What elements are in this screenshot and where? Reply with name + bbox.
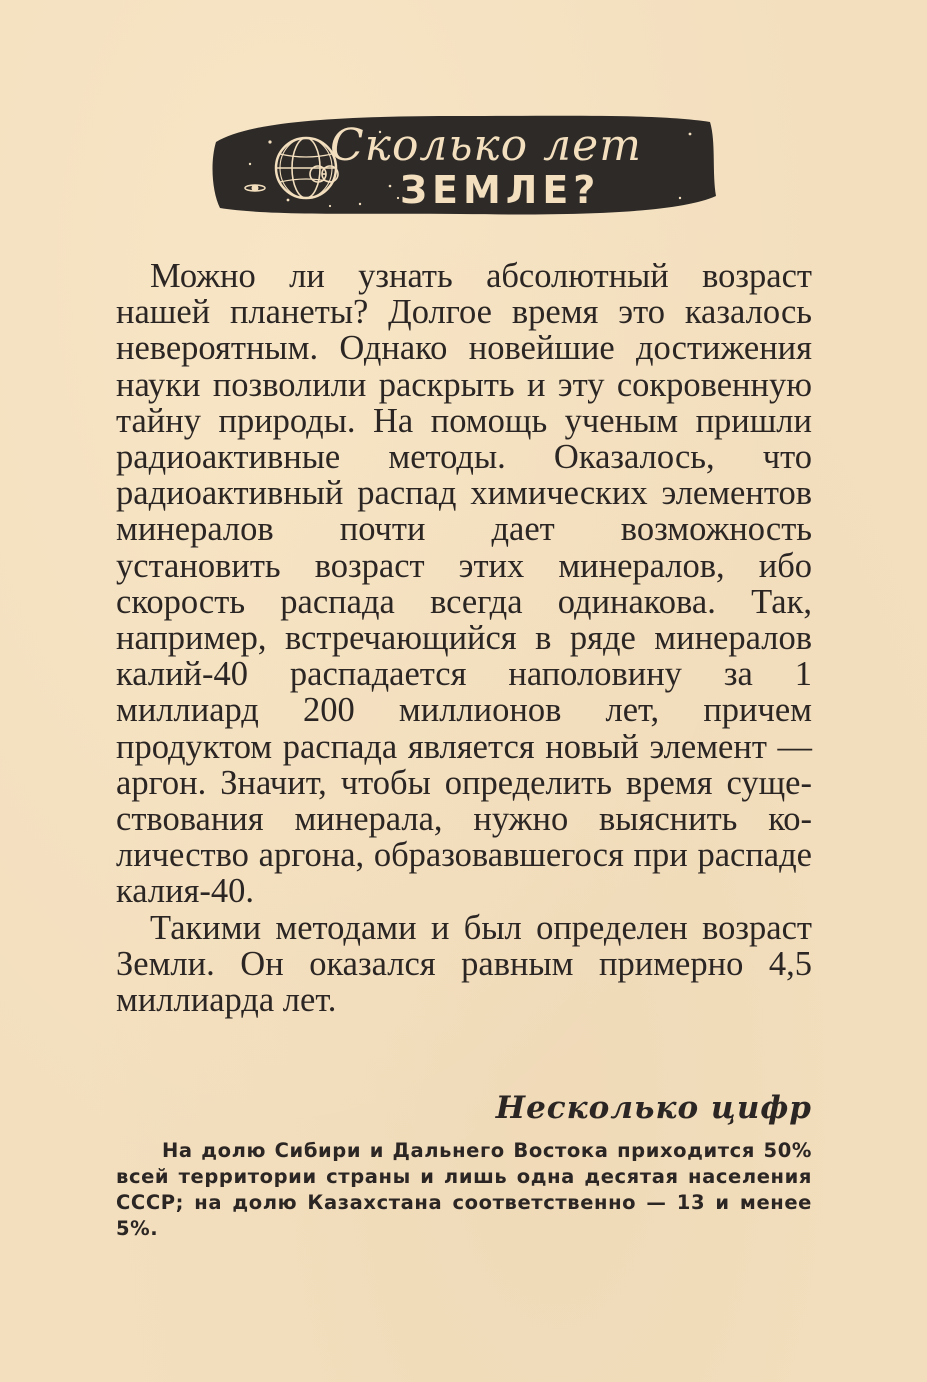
facts-heading: Несколько цифр (495, 1090, 812, 1126)
title-banner (210, 112, 718, 218)
title-line-1: Сколько лет (330, 120, 642, 171)
article-paragraph-1: Можно ли узнать абсолютный возраст нашей планеты? Долгое время это казалось невероятным. Однако новейшие достижения науки позволили раскрыть и эту сокровенную тайну природы. На помощь ученым пришли радиоактивные методы. Оказалось, что радиоактивный распад химических элементов минералов почти дает возможность установить возраст этих минералов, ибо скорость распада всегда одинакова. Так, например, встречающийся в ряде минералов калий-40 распадается наполовину за 1 миллиард 200 миллионов лет, причем продуктом распада является новый элемент — аргон. Значит, чтобы определить время существования минерала, нужно выяснить количество аргона, образовавшегося при распаде калия-40. (116, 257, 812, 911)
article-body (116, 258, 812, 1018)
article-paragraph-2: Такими методами и был определен возраст Земли. Он оказался равным примерно 4,5 миллиарда лет. (116, 908, 812, 1020)
title-line-2: ЗЕМЛЕ? (400, 168, 601, 212)
facts-paragraph: На долю Сибири и Дальнего Востока приходится 50% всей территории страны и лишь одна десятая населения СССР; на долю Казахстана соответственно — 13 и менее 5%. (116, 1139, 812, 1240)
planet-icon (244, 182, 266, 194)
moon-icon (234, 146, 256, 172)
facts-section (116, 1138, 812, 1242)
